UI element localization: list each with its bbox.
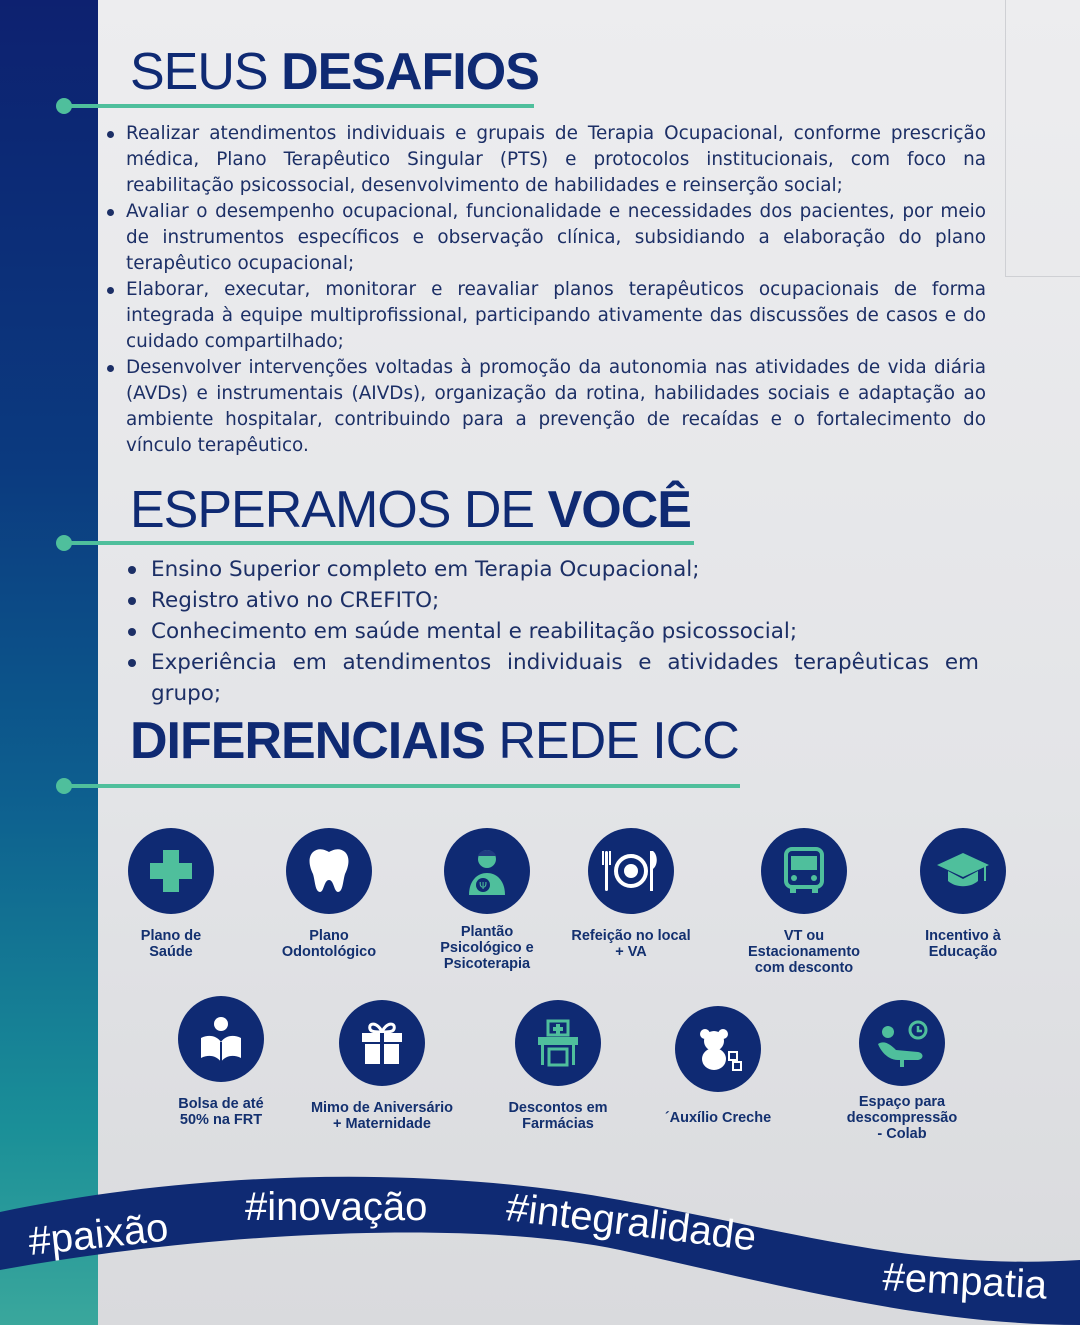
benefit-pharmacy: [473, 1000, 643, 1132]
list-item: Conhecimento em saúde mental e reabilitação psicossocial;: [151, 616, 979, 647]
health-cross-icon: [128, 828, 214, 914]
bus-icon: [761, 828, 847, 914]
benefits-title-light: REDE ICC: [484, 712, 739, 770]
benefit-label: Descontos em Farmácias: [508, 1100, 608, 1132]
challenges-title-bold: DESAFIOS: [281, 43, 539, 101]
benefit-meal: [546, 828, 716, 960]
tooth-icon: [286, 828, 372, 914]
benefit-label: Espaço para descompressão - Colab: [846, 1094, 958, 1142]
gift-icon: [339, 1000, 425, 1086]
benefit-label: Bolsa de até 50% na FRT: [178, 1096, 264, 1128]
benefit-daycare: [633, 1006, 803, 1126]
pharmacy-icon: [515, 1000, 601, 1086]
benefit-gift: [297, 1000, 467, 1132]
list-item: Elaborar, executar, monitorar e reavaliar planos terapêuticos ocupacionais de forma integrada à equipe multiprofissional, participando ativamente das discussões de casos e do cuidado compartilhado;: [126, 277, 986, 355]
svg-text:Ψ: Ψ: [479, 881, 487, 892]
list-item: Realizar atendimentos individuais e grupais de Terapia Ocupacional, conforme prescrição médica, Plano Terapêutico Singular (PTS) e protocolos institucionais, com foco na reabilitação psicossocial, desenvolvimento de habilidades e reinserção social;: [126, 121, 986, 199]
benefits-title-bold: DIFERENCIAIS: [130, 712, 485, 770]
benefit-label: Plano de Saúde: [140, 928, 202, 960]
teddy-bear-icon: [675, 1006, 761, 1092]
benefit-label: Plantão Psicológico e Psicoterapia: [440, 924, 534, 972]
hashtag-inovacao: #inovação: [245, 1185, 428, 1229]
expect-divider: [64, 541, 694, 545]
challenges-list: [126, 121, 986, 459]
benefit-label: Plano Odontológico: [281, 928, 377, 960]
expect-title-light: ESPERAMOS DE: [130, 481, 548, 539]
benefits-title: [130, 711, 739, 771]
graduation-cap-icon: [920, 828, 1006, 914]
hashtag-paixao: #paixão: [26, 1205, 171, 1264]
reading-icon: [178, 996, 264, 1082]
left-gradient-bar: [0, 0, 98, 1325]
benefit-label: ´Auxílio Creche: [664, 1110, 772, 1126]
benefit-label: Incentivo à Educação: [925, 928, 1001, 960]
relaxing-person-icon: [859, 1000, 945, 1086]
benefit-dental-plan: [244, 828, 414, 960]
benefit-scholarship: [136, 996, 306, 1128]
benefit-health-plan: [86, 828, 256, 960]
hashtag-banner: [0, 1140, 1080, 1325]
benefit-label: Refeição no local + VA: [571, 928, 691, 960]
psychologist-icon: [444, 828, 530, 914]
benefit-decompression: [817, 1000, 987, 1142]
list-item: Avaliar o desempenho ocupacional, funcionalidade e necessidades dos pacientes, por meio de instrumentos específicos e observação clínica, subsidiando a elaboração do plano terapêutico ocupacional;: [126, 199, 986, 277]
hashtag-integralidade: #integralidade: [503, 1185, 759, 1260]
benefits-divider: [64, 784, 740, 788]
list-item: Registro ativo no CREFITO;: [151, 585, 979, 616]
list-item: Experiência em atendimentos individuais e atividades terapêuticas em grupo;: [151, 647, 979, 709]
challenges-divider: [64, 104, 534, 108]
corner-panel-outline: [1005, 0, 1080, 277]
benefit-education: [878, 828, 1048, 960]
expect-title-bold: VOCÊ: [547, 481, 691, 539]
meal-icon: [588, 828, 674, 914]
list-item: Ensino Superior completo em Terapia Ocupacional;: [151, 554, 979, 585]
benefit-label: VT ou Estacionamento com desconto: [748, 928, 860, 976]
benefit-transport: [719, 828, 889, 976]
hashtag-empatia: #empatia: [881, 1255, 1049, 1308]
list-item: Desenvolver intervenções voltadas à promoção da autonomia nas atividades de vida diária (AVDs) e instrumentais (AIVDs), organização da rotina, habilidades sociais e adaptação ao ambiente hospitalar, contribuindo para a prevenção de recaídas e o fortalecimento do vínculo terapêutico.: [126, 355, 986, 459]
expect-list: [151, 554, 979, 709]
challenges-title: [130, 42, 539, 102]
challenges-title-light: SEUS: [130, 43, 282, 101]
expect-title: [130, 480, 691, 540]
benefit-label: Mimo de Aniversário + Maternidade: [310, 1100, 454, 1132]
